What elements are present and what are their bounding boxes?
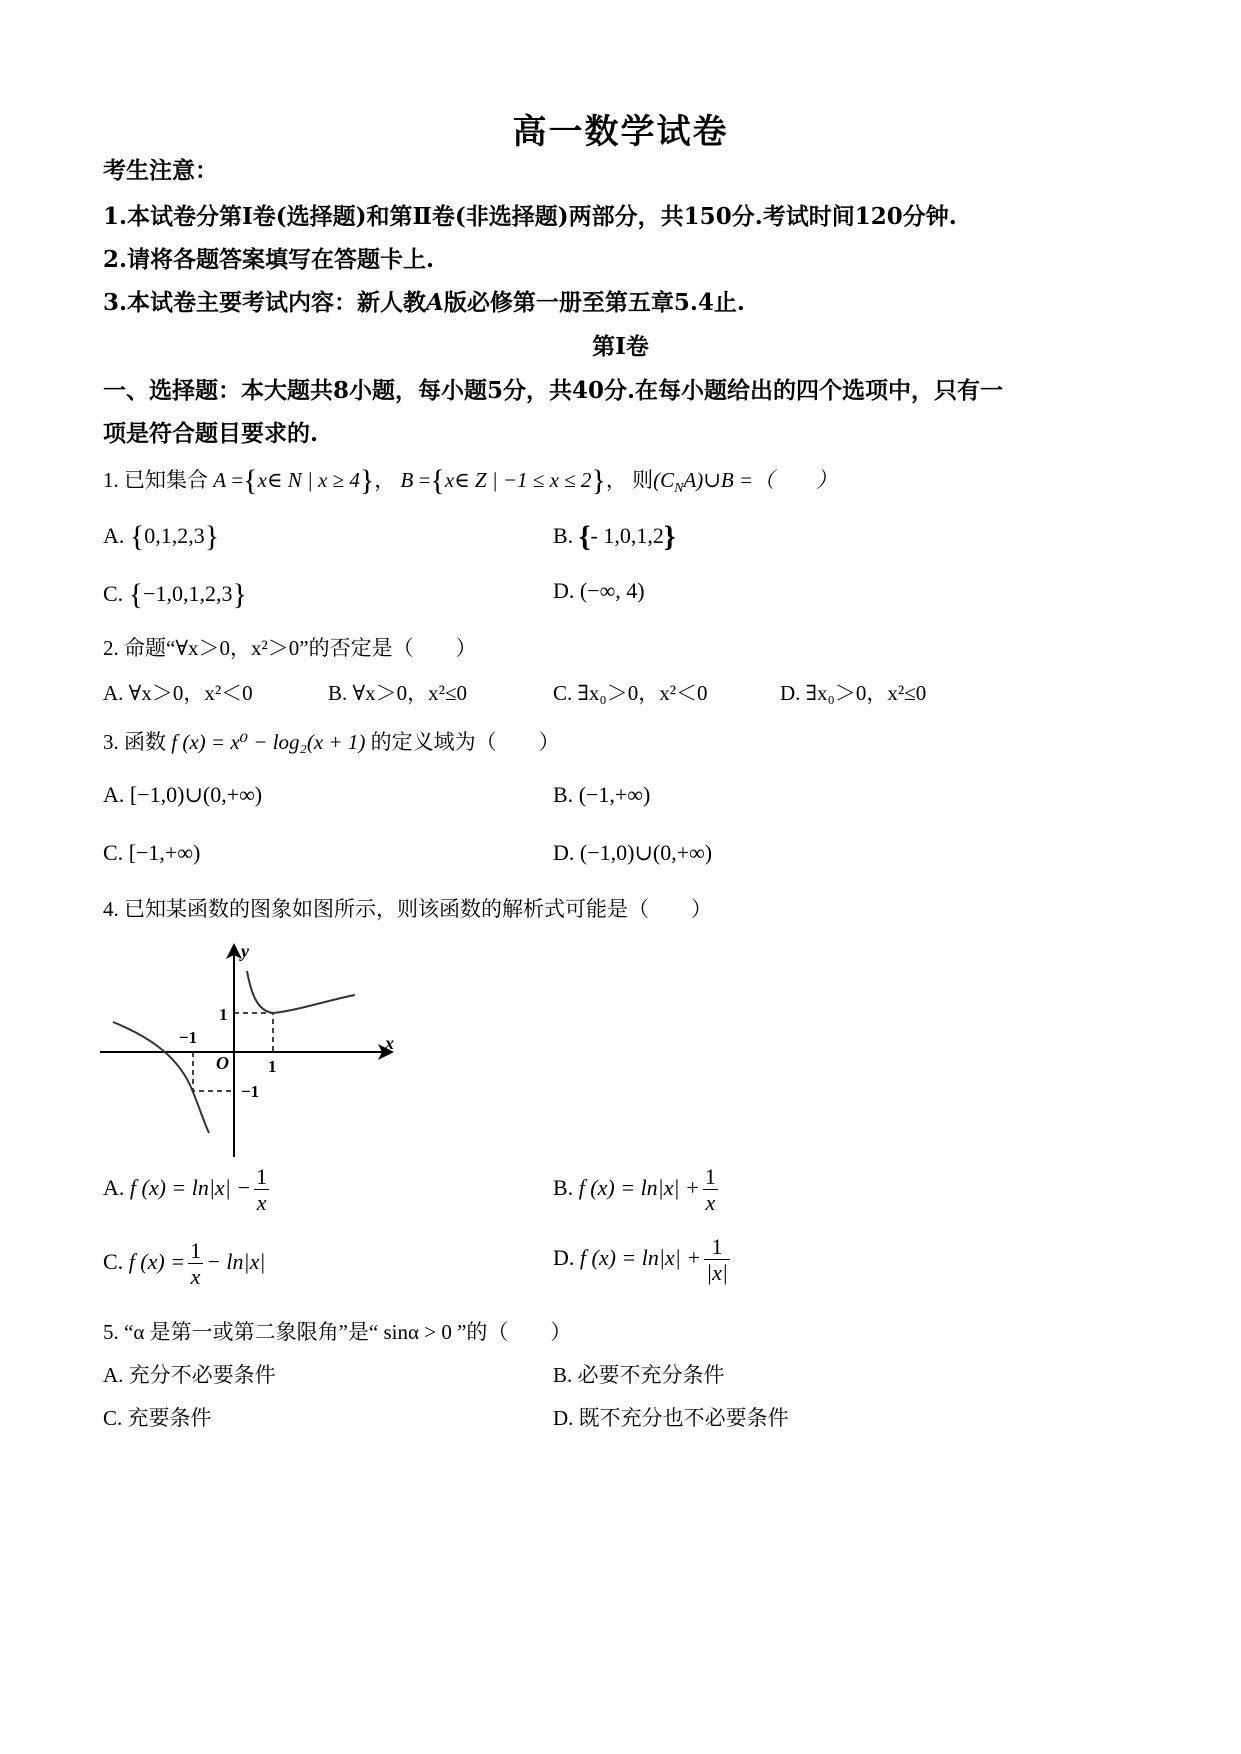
- question-1: 1. 已知集合 A ={x∈ N | x ≥ 4}， B ={x∈ Z | −1 ≤ x ≤ 2}， 则$(C_NA)\cup B$ =（ ）: [103, 464, 838, 497]
- graph-label-origin: O: [216, 1053, 229, 1073]
- page-title: 高一数学试卷: [512, 112, 729, 152]
- q4-option-c-fraction: [188, 1238, 203, 1290]
- q5-option-d[interactable]: D. 既不充分也不必要条件: [553, 1406, 789, 1430]
- q1-option-b-value: - 1,0,1,2: [590, 523, 664, 548]
- q1-set-a-name: A: [213, 468, 227, 492]
- notice-item-3-pre: 3.本试卷主要考试内容：新人教: [103, 289, 427, 316]
- section-heading-line1: 一、选择题：本大题共8小题，每小题5分，共40分.在每小题给出的四个选项中，只有一: [103, 377, 1004, 404]
- notice-heading: 考生注意：: [103, 157, 218, 184]
- q5-option-b[interactable]: B. 必要不充分条件: [553, 1363, 725, 1387]
- notice-item-1: 1.本试卷分第Ⅰ卷(选择题)和第Ⅱ卷(非选择题)两部分，共150分.考试时间120分钟.: [103, 203, 957, 230]
- q2-option-c[interactable]: C. ∃x₀＞0，x²＜0: [553, 681, 708, 705]
- notice-item-2: 2.请将各题答案填写在答题卡上.: [103, 246, 435, 273]
- q4-option-d-fraction: [704, 1234, 730, 1286]
- q1-set-b: x∈ Z | −1 ≤ x ≤ 2: [444, 468, 592, 492]
- q1-option-a[interactable]: A. {0,1,2,3}: [103, 520, 220, 553]
- curve-right-branch: [247, 971, 355, 1013]
- q3-number: 3.: [103, 730, 119, 754]
- graph-tick-x-m1: −1: [179, 1028, 198, 1047]
- fraction-denominator: x: [256, 1190, 267, 1216]
- q4-function-graph: [95, 935, 415, 1160]
- q1-expr: (C: [653, 468, 675, 492]
- notice-item-3-post: 版必修第一册至第五章5.4止.: [443, 289, 745, 316]
- fraction-numerator: 1: [256, 1164, 268, 1189]
- q3-function: f (x) = x⁰ − log₂(x + 1): [171, 730, 366, 754]
- q1-option-b[interactable]: B. {- 1,0,1,2}: [553, 520, 676, 553]
- q3-option-d[interactable]: [553, 840, 712, 866]
- q3-option-c-value: [−1,+∞): [128, 840, 201, 865]
- question-5: 5. “α 是第一或第二象限角”是“ sinα > 0 ”的（ ）: [103, 1320, 572, 1344]
- guide-1-1: [234, 1013, 273, 1052]
- q4-option-d-label: D.: [553, 1244, 575, 1270]
- q4-option-b-expr: f (x) = ln|x| +: [578, 1174, 700, 1200]
- q1-option-c[interactable]: C. {−1,0,1,2,3}: [103, 578, 247, 611]
- q3-option-b[interactable]: [553, 782, 650, 808]
- q3-option-a[interactable]: [103, 782, 262, 808]
- q2-option-a[interactable]: A. ∀x＞0，x²＜0: [103, 681, 253, 705]
- q1-prefix: 已知集合: [124, 468, 208, 492]
- q3-option-a-label: A.: [103, 782, 125, 807]
- graph-label-x: x: [385, 1033, 394, 1053]
- q4-option-d-expr: f (x) = ln|x| +: [579, 1244, 702, 1270]
- q1-option-a-label: A.: [103, 523, 125, 548]
- q2-option-d[interactable]: D. ∃x₀＞0，x²≤0: [780, 681, 927, 705]
- q4-option-b-label: B.: [553, 1174, 574, 1200]
- q1-expr-sub: N: [674, 481, 684, 497]
- q5-option-a[interactable]: A. 充分不必要条件: [103, 1363, 276, 1387]
- fraction-numerator: 1: [704, 1164, 716, 1189]
- q4-option-d[interactable]: [553, 1234, 733, 1286]
- q3-prefix: 函数: [124, 730, 166, 754]
- q1-option-d-label: D.: [553, 578, 575, 603]
- question-4: 4. 已知某函数的图象如图所示，则该函数的解析式可能是（ ）: [103, 897, 712, 921]
- q4-option-a-fraction: [254, 1164, 269, 1216]
- q3-suffix: 的定义域为（ ）: [370, 730, 560, 754]
- q3-option-d-value: (−1,0)∪(0,+∞): [579, 840, 713, 865]
- q2-option-b[interactable]: B. ∀x＞0，x²≤0: [328, 681, 468, 705]
- q3-option-c-label: C.: [103, 840, 124, 865]
- fraction-numerator: 1: [704, 1234, 730, 1260]
- fraction-denominator: x: [705, 1190, 716, 1216]
- q4-option-b[interactable]: [553, 1164, 721, 1216]
- q4-option-a[interactable]: [103, 1164, 272, 1216]
- q1-option-d[interactable]: [553, 578, 645, 604]
- fraction-numerator: 1: [190, 1238, 202, 1263]
- q3-option-d-label: D.: [553, 840, 575, 865]
- q4-option-c-expr-rest: − ln|x|: [206, 1248, 266, 1274]
- q3-option-b-value: (−1,+∞): [578, 782, 651, 807]
- q1-number: 1.: [103, 468, 119, 492]
- graph-label-y: y: [241, 941, 249, 961]
- q5-option-c[interactable]: C. 充要条件: [103, 1406, 212, 1430]
- q1-option-d-value: (−∞, 4): [579, 578, 645, 603]
- q4-option-c-label: C.: [103, 1248, 124, 1274]
- notice-item-3: [103, 284, 745, 317]
- q4-option-c[interactable]: [103, 1238, 265, 1290]
- q1-option-a-value: 0,1,2,3: [144, 523, 205, 548]
- q1-option-c-value: −1,0,1,2,3: [143, 581, 233, 606]
- graph-tick-x-1: 1: [268, 1057, 277, 1076]
- q1-expr-rest: A)∪B =（ ）: [683, 468, 838, 492]
- q4-option-a-expr: f (x) = ln|x| −: [129, 1174, 252, 1200]
- q1-set-a: x∈ N | x ≥ 4: [257, 468, 360, 492]
- q3-option-b-label: B.: [553, 782, 574, 807]
- q4-option-c-expr: f (x) =: [128, 1248, 186, 1274]
- q1-set-b-name: B: [400, 468, 414, 492]
- q1-option-c-label: C.: [103, 581, 124, 606]
- section-heading-line2: 项是符合题目要求的.: [103, 420, 319, 447]
- q1-option-b-label: B.: [553, 523, 574, 548]
- part-heading: 第Ⅰ卷: [592, 333, 649, 360]
- graph-tick-y-1: 1: [219, 1005, 228, 1024]
- q3-option-a-value: [−1,0)∪(0,+∞): [129, 782, 263, 807]
- question-2: 2. 命题“∀x＞0，x²＞0”的否定是（ ）: [103, 636, 477, 660]
- q3-option-c[interactable]: [103, 840, 200, 866]
- fraction-denominator: |x|: [706, 1260, 728, 1286]
- graph-tick-y-m1: −1: [241, 1082, 260, 1101]
- notice-item-3-a: A: [426, 289, 444, 316]
- question-3: [103, 726, 560, 756]
- q4-option-a-label: A.: [103, 1174, 125, 1200]
- q1-then: 则: [632, 468, 654, 492]
- q4-option-b-fraction: [703, 1164, 718, 1216]
- fraction-denominator: x: [190, 1264, 201, 1290]
